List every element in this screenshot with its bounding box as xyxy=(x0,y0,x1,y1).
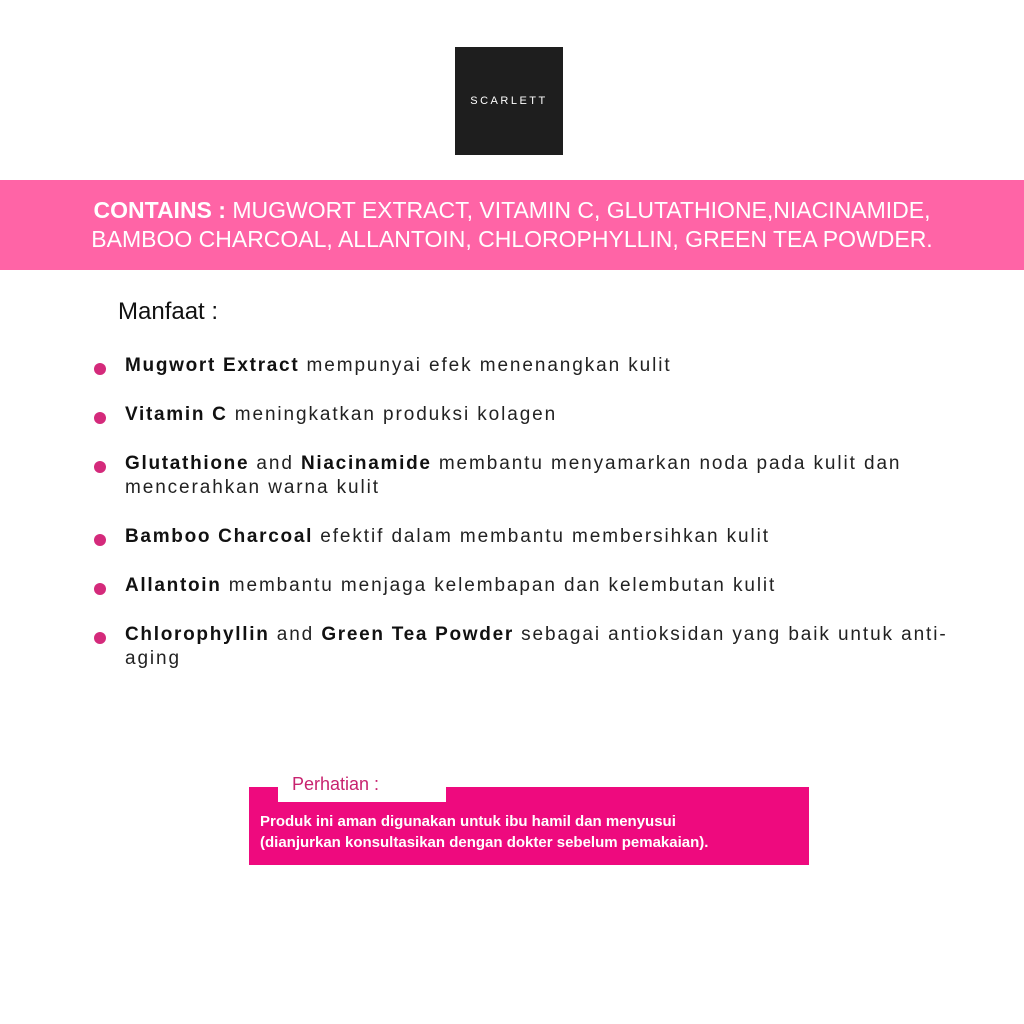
list-item xyxy=(0,574,955,598)
contains-banner xyxy=(0,180,1024,270)
notice-tab xyxy=(278,772,446,802)
ingredient-name: Green Tea Powder xyxy=(321,624,514,645)
contains-line2: BAMBOO CHARCOAL, ALLANTOIN, CHLOROPHYLLIN, GREEN TEA POWDER. xyxy=(91,226,933,252)
scarlett-logo xyxy=(455,47,563,155)
bullet-icon xyxy=(94,632,106,644)
ingredient-name: Glutathione xyxy=(125,453,250,474)
benefit-text: meningkatkan produksi kolagen xyxy=(227,404,558,425)
bullet-icon xyxy=(94,461,106,473)
benefit-text: membantu menyamarkan noda pada kulit dan mencerahkan warna kulit xyxy=(125,453,902,498)
logo-text: SCARLETT xyxy=(470,95,548,107)
notice-title: Perhatian : xyxy=(292,774,380,794)
contains-label: CONTAINS : xyxy=(93,197,226,223)
notice-line2: (dianjurkan konsultasikan dengan dokter sebelum pemakaian). xyxy=(260,834,709,851)
ingredient-name: Mugwort Extract xyxy=(125,355,300,376)
bullet-icon xyxy=(94,534,106,546)
ingredient-name: Niacinamide xyxy=(301,453,432,474)
list-item xyxy=(0,403,955,427)
list-item xyxy=(0,525,955,549)
benefit-text: sebagai antioksidan yang baik untuk anti-aging xyxy=(125,624,948,669)
benefits-title: Manfaat : xyxy=(118,298,219,325)
benefits-list xyxy=(0,354,1024,696)
ingredient-name: Chlorophyllin xyxy=(125,624,270,645)
benefit-text: efektif dalam membantu membersihkan kulit xyxy=(313,526,770,547)
bullet-icon xyxy=(94,412,106,424)
ingredient-name: Allantoin xyxy=(125,575,222,596)
contains-line1: MUGWORT EXTRACT, VITAMIN C, GLUTATHIONE,NIACINAMIDE, xyxy=(225,197,931,223)
ingredient-name: Vitamin C xyxy=(125,404,228,425)
list-item xyxy=(0,452,955,500)
conjunction-text: and xyxy=(249,453,302,474)
list-item xyxy=(0,354,955,378)
list-item xyxy=(0,623,955,671)
bullet-icon xyxy=(94,583,106,595)
conjunction-text: and xyxy=(269,624,322,645)
benefit-text: membantu menjaga kelembapan dan kelembutan kulit xyxy=(221,575,777,596)
benefit-text: mempunyai efek menenangkan kulit xyxy=(299,355,672,376)
ingredient-name: Bamboo Charcoal xyxy=(125,526,314,547)
notice-line1: Produk ini aman digunakan untuk ibu hamil dan menyusui xyxy=(260,813,676,830)
bullet-icon xyxy=(94,363,106,375)
